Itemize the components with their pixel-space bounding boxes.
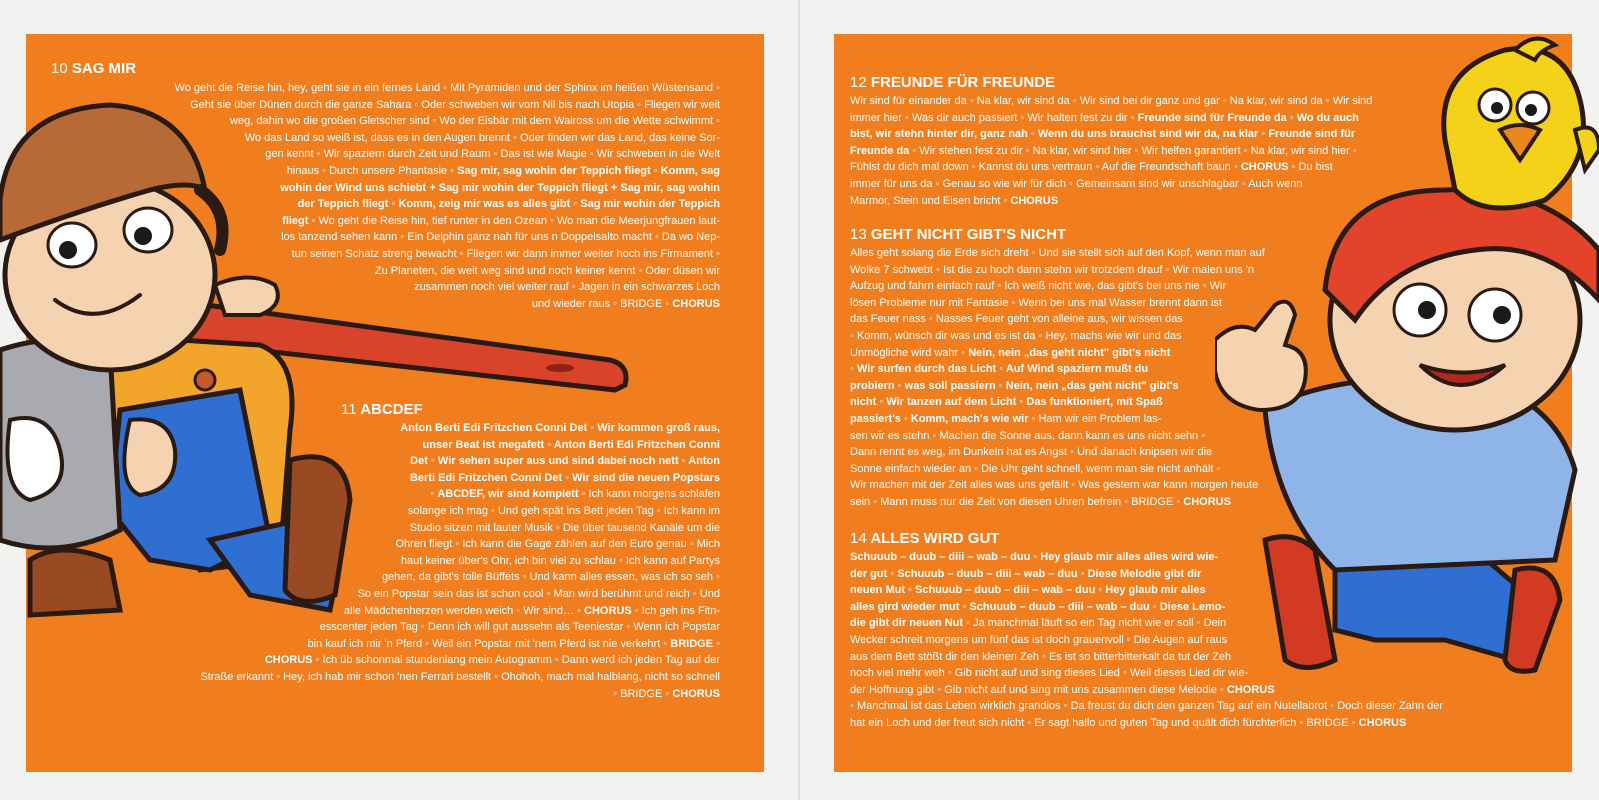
lyric-line: immer für uns da ◦ Genau so wie wir für dich ◦ Gemeinsam sind wir unschlagbar ◦ Auch wenn [850,177,1303,190]
lyric-line: Wir machen mit der Zeit alles was uns gefällt ◦ Was gestern war kann morgen heute [850,479,1259,492]
song-lyrics-10 [175,80,720,312]
lyric-line: aus dem Bett stößt dir den kleinen Zeh ◦ Es ist so bitterbitterkalt da tut der Zeh [850,650,1232,663]
song-title-10 [51,60,136,77]
lyric-line: immer hier ◦ Was dir auch passiert ◦ Wir halten fest zu dir ◦ Freunde sind für Freunde da ◦ Wo du auch [850,111,1359,124]
lyric-line: Berti Edi Fritzchen Conni Det ◦ Wir sind die neuen Popstars [409,471,720,484]
lyric-line: ◦ Komm, wünsch dir was und es ist da ◦ Hey, machs wie wir und das [850,329,1182,342]
song-lyrics-11 [200,420,720,702]
lyric-line: Straße erkannt ◦ Hey, ich hab mir schon 'nen Ferrari bestellt ◦ Ohohoh, mach mal halblang, nicht so schnell [200,670,720,683]
lyric-line: zusammen noch viel weiter rauf ◦ Jagen in ein schwarzes Loch [414,281,720,294]
lyric-line: probiern ◦ was soll passiern ◦ Nein, nein „das geht nicht" gibt's [850,379,1179,392]
lyric-line: So ein Popstar sein das ist schon cool ◦ Man wird berühmt und reich ◦ Und [357,587,720,600]
lyric-line: Freunde da ◦ Wir stehen fest zu dir ◦ Na klar, wir sind hier ◦ Wir helfen garantiert ◦ Na klar, wir sind hier ◦ [850,144,1357,157]
lyric-line: alle Mädchenherzen werden weich ◦ Wir sind… ◦ CHORUS ◦ Ich geh ins Fitn- [343,604,720,617]
song-lyrics-14 [850,549,1443,732]
lyric-line: solange ich mag ◦ Und geh spät ins Bett jeden Tag ◦ Ich kann im [407,504,720,517]
lyric-line: die gibt dir neuen Nut ◦ Ja manchmal läuft so ein Tag nicht wie er soll ◦ Dein [850,617,1227,630]
lyric-line: Det ◦ Wir sehen super aus und sind dabei noch nett ◦ Anton [410,455,720,468]
lyric-line: weg, dahin wo die großen Gletscher sind ◦ Wo der Eisbär mit dem Walross um die Wette schwimmt ◦ [230,115,720,128]
song-title-14 [850,530,999,547]
lyric-line: hat ein Loch und der freut sich nicht ◦ Er sagt hallo und guten Tag und quält dich fürchterlich ◦ BRIDGE ◦ CHORUS [850,716,1407,729]
lyric-line: sein ◦ Mann muss nur die Zeit von diesen Uhren befrein ◦ BRIDGE ◦ CHORUS [850,495,1231,508]
lyric-line: Marmor, Stein und Eisen bricht ◦ CHORUS [850,194,1059,207]
yellow-bird-illustration [1425,30,1599,220]
song-number: 11 [341,401,357,418]
lyric-line: Zu Planeten, die weit weg sind und noch keiner kennt ◦ Oder düsen wir [374,264,720,277]
lyric-line: Schuuub – duub – diii – wab – duu ◦ Hey glaub mir alles alles wird wie- [850,551,1219,563]
lyric-line: tun seinen Schatz streng bewacht ◦ Fliegen wir dann immer weiter hoch ins Firmament ◦ [291,247,720,260]
song-number: 10 [51,60,68,77]
song-title-13 [850,226,1066,243]
lyric-line: gehen, da gibt's tolle Büffets ◦ Und kann alles essen, was ich so seh ◦ [381,571,720,584]
lyric-line: unser Beat ist megafett ◦ Anton Berti Edi Fritzchen Conni [422,438,720,451]
song-number: 12 [850,74,867,91]
lyric-line: Fühlst du dich mal down ◦ Kannst du uns vertraun ◦ Auf die Freundschaft baun ◦ CHORUS ◦ Du bist [850,161,1333,174]
lyric-line: Geht sie über Dünen durch die ganze Sahara ◦ Oder schweben wir vom Nil bis nach Utopia ◦ Fliegen wir weit [190,98,720,111]
lyric-line: bist, wir stehn hinter dir, ganz nah ◦ Wenn du uns brauchst sind wir da, na klar ◦ Freunde sind für [850,128,1356,141]
lyric-line: Wir sind für einander da ◦ Na klar, wir sind da ◦ Wir sind bei dir ganz und gar ◦ Na klar, wir sind da ◦ Wir sind [850,95,1373,107]
lyric-line: lösen Probleme nur mit Fantasie ◦ Wenn bei uns mal Wasser brennt dann ist [850,296,1222,309]
booklet-spine [798,0,800,800]
song-name: SAG MIR [71,60,137,77]
lyric-line: gen kennt ◦ Wir spaziern durch Zeit und Raum ◦ Das ist wie Magie ◦ Wir schweben in die Welt [265,148,720,161]
lyric-line: das Feuer nass ◦ Nasses Feuer geht von alleine aus, wir wissen das [850,313,1183,326]
lyric-line: bin kauf ich mir 'n Pferd ◦ Weil ein Popstar mit 'nem Pferd ist nie verkehrt ◦ BRIDGE ◦ [307,637,720,650]
lyric-line: der Hoffnung gibt ◦ Gib nicht auf und sing mit uns zusammen diese Melodie ◦ CHORUS [850,683,1275,696]
song-title-12 [850,74,1055,91]
lyric-line: los tanzend sehen kann ◦ Ein Delphin ganz nah für uns n Doppelsalto macht ◦ Da wo Nep- [281,231,720,244]
song-title-11 [341,401,423,418]
lyric-line: Wo geht die Reise hin, hey, geht sie in ein fernes Land ◦ Mit Pyramiden und der Sphinx im heißen Wüstensand ◦ [174,82,720,94]
lyric-line: Alles geht solang die Erde sich dreht ◦ Und sie stellt sich auf den Kopf, wenn man auf [850,247,1265,259]
lyric-line: haut keiner über's Ohr, ich bin viel zu schlau ◦ Ich kann auf Partys [400,554,720,567]
lyric-line: ◦ Manchmal ist das Leben wirklich grandios ◦ Da freust du dich den ganzen Tag auf ein Nutellabrot ◦ Doch dieser Zahn der [850,700,1443,713]
song-name: FREUNDE FÜR FREUNDE [870,74,1056,91]
song-name: ALLES WIRD GUT [870,530,1000,547]
lyric-line: neuen Mut ◦ Schuuub – duub – diii – wab – duu ◦ Hey glaub mir alles [850,584,1206,597]
lyric-line: Wolke 7 schwebt ◦ Ist die zu hoch dann stehn wir trotzdem drauf ◦ Wir malen uns 'n [850,263,1255,276]
lyric-line: Wo das Land so weiß ist, dass es in den Augen brennt ◦ Oder finden wir das Land, das keine Sor- [244,131,720,144]
song-lyrics-13 [850,245,1265,511]
lyric-line: Studio sitzen mit lauter Musik ◦ Die über tausend Kanäle um die [409,521,720,534]
song-lyrics-12 [850,93,1372,209]
lyric-line: CHORUS ◦ Ich üb schonmal stundenlang mein Autogramm ◦ Dann werd ich jeden Tag auf der [264,654,720,667]
lyric-line: ◦ Wir surfen durch das Licht ◦ Auf Wind spaziern mußt du [850,363,1149,376]
song-name: GEHT NICHT GIBT'S NICHT [870,226,1067,243]
song-name: ABCDEF [360,401,423,418]
lyric-line: passiert's ◦ Komm, mach's wie wir ◦ Ham wir ein Problem las- [850,412,1162,425]
lyric-line: Aufzug und fahrn einfach rauf ◦ Ich weiß nicht wie, das gibt's bei uns nie ◦ Wir [850,280,1227,293]
lyric-line: noch viel mehr weh ◦ Gib nicht auf und sing dieses Lied ◦ Weil dieses Lied dir wie- [850,667,1249,680]
lyric-line: wohin der Wind uns schiebt + Sag mir wohin der Teppich fliegt + Sag mir, sag wohin [280,181,720,194]
lyric-line: Unmögliche wird wahr ◦ Nein, nein „das geht nicht" gibt's nicht [850,346,1171,359]
song-number: 14 [850,530,867,547]
lyric-line: esscenter jeden Tag ◦ Denn ich will gut aussehn als Teeniestar ◦ Wenn ich Popstar [319,621,720,634]
lyric-line: Anton Berti Edi Fritzchen Conni Det ◦ Wir kommen groß raus, [400,422,720,434]
lyric-line: fliegt ◦ Wo geht die Reise hin, tief runter in den Ozean ◦ Wo man die Meerjungfrauen laut- [282,214,720,227]
lyric-line: Ohren fliegt ◦ Ich kann die Gage zählen auf den Euro genau ◦ Mich [395,538,720,551]
lyric-line: ◦ ABCDEF, wir sind komplett ◦ Ich kann morgens schlafen [430,488,720,501]
lyric-line: Dann rennt es weg, im Dunkeln hat es Angst ◦ Und danach knipsen wir die [850,446,1213,459]
lyric-line: alles gird wieder mut ◦ Schuuub – duub – diii – wab – duu ◦ Diese Lemo- [850,600,1226,613]
lyric-line: und wieder raus ◦ BRIDGE ◦ CHORUS [531,297,720,310]
lyric-line: Wecker schreit morgens um fünf das ist doch grauenvoll ◦ Die Augen auf raus [850,633,1228,646]
lyric-line: Sonne einfach wieder an ◦ Die Uhr geht schnell, wenn man sie nicht anhält ◦ [850,462,1221,475]
song-number: 13 [850,226,867,243]
lyric-line: der Teppich fliegt ◦ Komm, zeig mir was es alles gibt ◦ Sag mir wohin der Teppich [297,198,720,211]
lyric-line: der gut ◦ Schuuub – duub – diii – wab – duu ◦ Diese Melodie gibt dir [850,567,1202,580]
lyric-line: sen wir es stehn ◦ Machen die Sonne aus, dann kann es uns nicht sehn ◦ [850,429,1206,442]
lyric-line: hinaus ◦ Durch unsere Phantasie ◦ Sag mir, sag wohin der Teppich fliegt ◦ Komm, sag [286,164,720,177]
lyric-line: ◦ BRIDGE ◦ CHORUS [613,687,720,700]
lyric-line: nicht ◦ Wir tanzen auf dem Licht ◦ Das funktioniert, mit Spaß [850,396,1163,409]
